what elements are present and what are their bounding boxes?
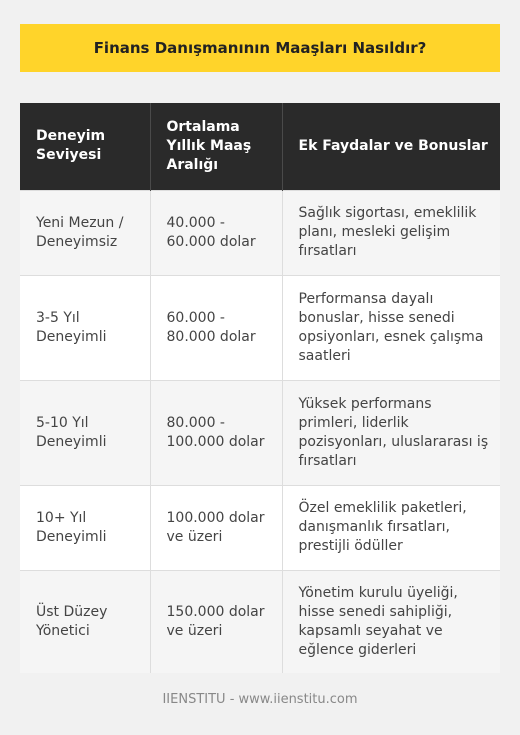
cell-experience-level: 5-10 Yıl Deneyimli [20,380,150,485]
cell-benefits: Yüksek performans primleri, liderlik pozisyonları, uluslararası iş fırsatları [282,380,500,485]
header-experience-level: Deneyim Seviyesi [20,103,150,190]
footer-credit: IIENSTITU - www.iienstitu.com [162,692,358,707]
cell-benefits: Sağlık sigortası, emeklilik planı, mesleki gelişim fırsatları [282,190,500,275]
cell-salary-range: 150.000 dolar ve üzeri [150,570,282,673]
page-title [20,24,500,72]
cell-experience-level: Üst Düzey Yönetici [20,570,150,673]
table-row [20,485,500,570]
header-salary-range: Ortalama Yıllık Maaş Aralığı [150,103,282,190]
cell-benefits: Yönetim kurulu üyeliği, hisse senedi sahipliği, kapsamlı seyahat ve eğlence giderleri [282,570,500,673]
salary-table [20,103,500,673]
cell-salary-range: 60.000 - 80.000 dolar [150,275,282,380]
table-row [20,190,500,275]
cell-salary-range: 80.000 - 100.000 dolar [150,380,282,485]
table-row [20,570,500,673]
cell-salary-range: 40.000 - 60.000 dolar [150,190,282,275]
cell-salary-range: 100.000 dolar ve üzeri [150,485,282,570]
table-row [20,275,500,380]
cell-benefits: Performansa dayalı bonuslar, hisse senedi opsiyonları, esnek çalışma saatleri [282,275,500,380]
cell-experience-level: 10+ Yıl Deneyimli [20,485,150,570]
cell-experience-level: 3-5 Yıl Deneyimli [20,275,150,380]
header-benefits: Ek Faydalar ve Bonuslar [282,103,500,190]
cell-benefits: Özel emeklilik paketleri, danışmanlık fırsatları, prestijli ödüller [282,485,500,570]
cell-experience-level: Yeni Mezun / Deneyimsiz [20,190,150,275]
page-title-text: Finans Danışmanının Maaşları Nasıldır? [93,39,427,57]
table-header-row [20,103,500,190]
table-row [20,380,500,485]
